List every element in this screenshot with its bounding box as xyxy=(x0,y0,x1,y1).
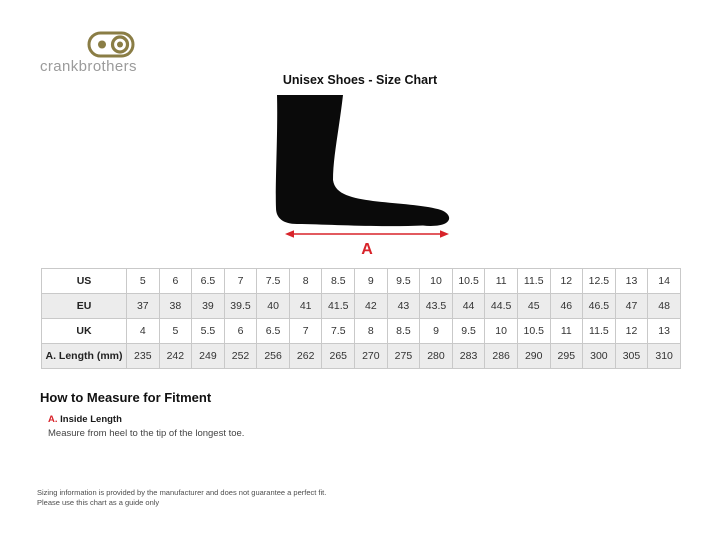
crank-pill-icon xyxy=(87,31,135,58)
size-table-cell: 12 xyxy=(615,319,648,344)
size-table-cell: 41.5 xyxy=(322,294,355,319)
size-table-row xyxy=(42,344,681,369)
measure-item-description: Measure from heel to the tip of the longest toe. xyxy=(48,428,245,439)
size-table-cell: 8 xyxy=(355,319,388,344)
size-table-cell: 48 xyxy=(648,294,681,319)
size-table-cell: 46 xyxy=(550,294,583,319)
disclaimer-line-1: Sizing information is provided by the manufacturer and does not guarantee a perfect fit. xyxy=(37,488,327,497)
size-table-row xyxy=(42,269,681,294)
size-table-cell: 7 xyxy=(224,269,257,294)
size-table-cell: 9.5 xyxy=(387,269,420,294)
size-table-cell: 4 xyxy=(127,319,160,344)
size-table-cell: 10.5 xyxy=(517,319,550,344)
size-table-cell: 11 xyxy=(485,269,518,294)
length-arrow xyxy=(285,230,449,238)
size-table-cell: 12.5 xyxy=(583,269,616,294)
size-table-cell: 242 xyxy=(159,344,192,369)
size-table-cell: 39 xyxy=(192,294,225,319)
size-table-cell: 300 xyxy=(583,344,616,369)
size-table-cell: 10 xyxy=(420,269,453,294)
size-table-cell: 10 xyxy=(485,319,518,344)
size-table-cell: 13 xyxy=(615,269,648,294)
size-table-row-label: A. Length (mm) xyxy=(42,344,127,369)
size-table-cell: 5 xyxy=(159,319,192,344)
size-table-cell: 9.5 xyxy=(452,319,485,344)
size-table xyxy=(41,268,681,369)
brand-name: crankbrothers xyxy=(40,58,137,75)
size-table-cell: 38 xyxy=(159,294,192,319)
size-table-cell: 43 xyxy=(387,294,420,319)
size-table-cell: 283 xyxy=(452,344,485,369)
size-table-cell: 43.5 xyxy=(420,294,453,319)
size-table-cell: 44 xyxy=(452,294,485,319)
size-table-cell: 9 xyxy=(355,269,388,294)
size-table-cell: 45 xyxy=(517,294,550,319)
size-table-cell: 6.5 xyxy=(257,319,290,344)
size-table-cell: 6.5 xyxy=(192,269,225,294)
size-table-cell: 7.5 xyxy=(322,319,355,344)
size-table-cell: 37 xyxy=(127,294,160,319)
size-table-cell: 8 xyxy=(289,269,322,294)
size-table-cell: 295 xyxy=(550,344,583,369)
size-table-cell: 235 xyxy=(127,344,160,369)
brand-logo xyxy=(40,30,200,78)
size-table-cell: 262 xyxy=(289,344,322,369)
page-title: Unisex Shoes - Size Chart xyxy=(282,73,438,87)
disclaimer xyxy=(37,488,326,508)
size-table-cell: 9 xyxy=(420,319,453,344)
size-table-cell: 39.5 xyxy=(224,294,257,319)
size-table-cell: 7.5 xyxy=(257,269,290,294)
foot-silhouette-icon xyxy=(276,95,449,226)
disclaimer-line-2: Please use this chart as a guide only xyxy=(37,498,160,507)
size-table-row xyxy=(42,319,681,344)
size-table-row xyxy=(42,294,681,319)
size-table-cell: 6 xyxy=(224,319,257,344)
size-table-body xyxy=(42,269,681,369)
size-table-cell: 310 xyxy=(648,344,681,369)
how-to-measure-section xyxy=(40,390,460,439)
size-table-cell: 40 xyxy=(257,294,290,319)
size-table-cell: 305 xyxy=(615,344,648,369)
size-table-cell: 8.5 xyxy=(387,319,420,344)
size-table-cell: 11.5 xyxy=(517,269,550,294)
size-table-cell: 44.5 xyxy=(485,294,518,319)
size-table-cell: 46.5 xyxy=(583,294,616,319)
size-table-cell: 10.5 xyxy=(452,269,485,294)
size-table-cell: 47 xyxy=(615,294,648,319)
size-table-row-label: EU xyxy=(42,294,127,319)
size-table-cell: 14 xyxy=(648,269,681,294)
size-table-cell: 7 xyxy=(289,319,322,344)
size-table-cell: 249 xyxy=(192,344,225,369)
size-table-cell: 5 xyxy=(127,269,160,294)
measure-item-letter: A. xyxy=(48,414,58,425)
size-table-row-label: US xyxy=(42,269,127,294)
size-table-cell: 5.5 xyxy=(192,319,225,344)
size-table-cell: 41 xyxy=(289,294,322,319)
foot-measure-diagram xyxy=(273,95,458,260)
size-table-cell: 275 xyxy=(387,344,420,369)
size-table-cell: 256 xyxy=(257,344,290,369)
size-table-cell: 6 xyxy=(159,269,192,294)
size-table-cell: 265 xyxy=(322,344,355,369)
size-table-cell: 286 xyxy=(485,344,518,369)
arrow-label-a: A xyxy=(361,241,373,258)
measure-heading: How to Measure for Fitment xyxy=(40,390,212,405)
measure-item xyxy=(48,414,460,426)
size-table-cell: 11 xyxy=(550,319,583,344)
size-table-cell: 11.5 xyxy=(583,319,616,344)
size-table-cell: 8.5 xyxy=(322,269,355,294)
size-table-cell: 290 xyxy=(517,344,550,369)
size-table-cell: 280 xyxy=(420,344,453,369)
size-table-row-label: UK xyxy=(42,319,127,344)
size-table-cell: 252 xyxy=(224,344,257,369)
size-table-cell: 12 xyxy=(550,269,583,294)
size-table-cell: 270 xyxy=(355,344,388,369)
size-table-cell: 42 xyxy=(355,294,388,319)
size-table-cell: 13 xyxy=(648,319,681,344)
measure-item-title: Inside Length xyxy=(57,414,122,425)
